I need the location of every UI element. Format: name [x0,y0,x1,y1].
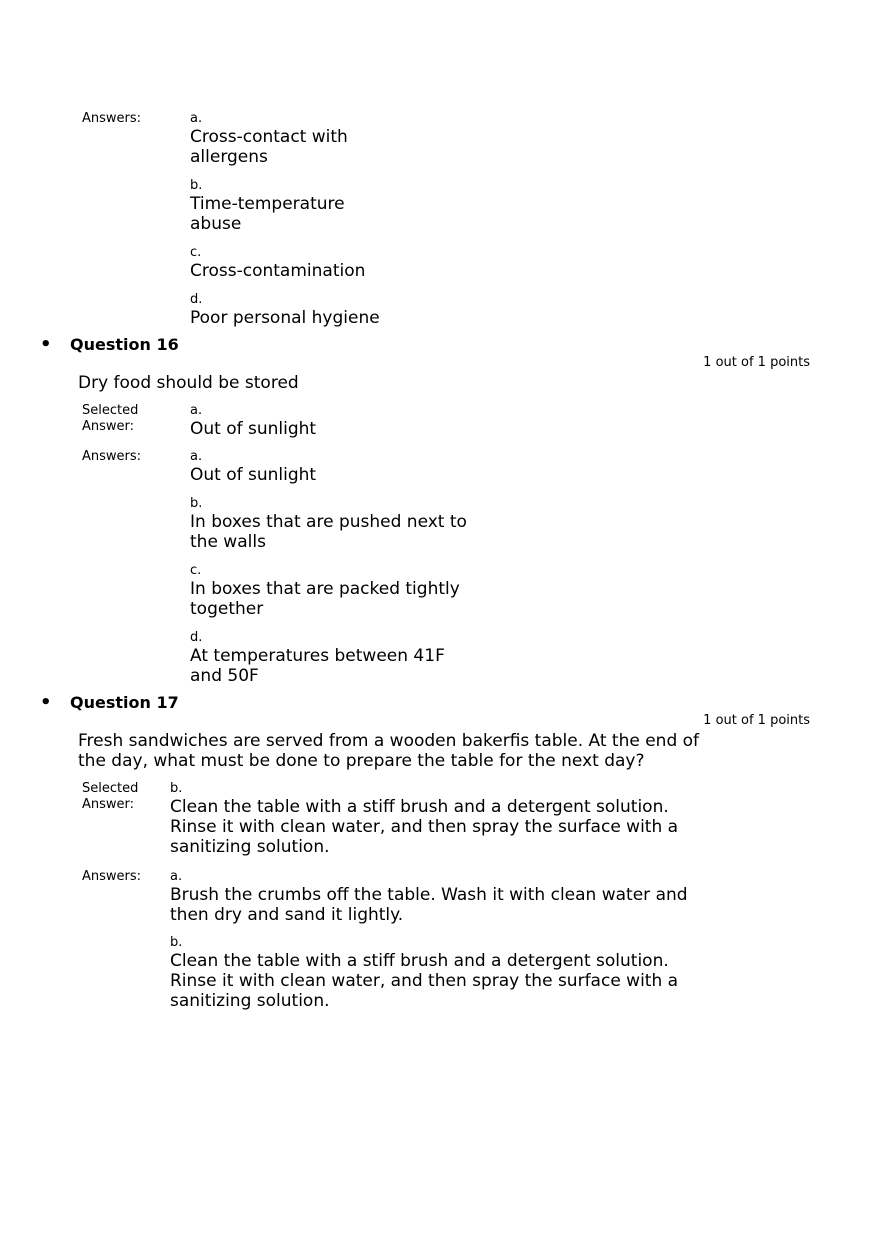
answers-label: Answers: [82,869,142,884]
option-text: In boxes that are packed tightly [190,579,460,599]
option-text: and 50F [190,666,259,686]
selected-label: Answer: [82,419,135,434]
option-text: then dry and sand it lightly. [170,905,404,925]
option-text: At temperatures between 41F [190,646,445,666]
selected-label: Selected [82,403,139,418]
option-letter: b. [190,178,203,193]
selected-letter: b. [170,781,183,796]
option-text: Brush the crumbs off the table. Wash it with clean water and [170,885,688,905]
option-text: In boxes that are pushed next to [190,512,467,532]
question-title: Question 16 [70,335,179,354]
points-score: 1 out of 1 points [703,355,810,370]
bullet: • [40,692,52,713]
option-text: Time-temperature abuse [190,194,345,234]
option-letter: a. [170,869,183,884]
question-text: Dry food should be stored [78,373,299,393]
selected-answer: Rinse it with clean water, and then spray the surface with a [170,817,679,837]
option-text: Clean the table with a stiff brush and a detergent solution. [170,951,669,971]
option-text: the walls [190,532,266,552]
option-letter: b. [190,496,203,511]
option-text: Out of sunlight [190,465,317,485]
option-letter: a. [190,449,203,464]
selected-letter: a. [190,403,203,418]
option-letter: a. [190,111,203,126]
bullet: • [40,334,52,355]
selected-answer: sanitizing solution. [170,837,330,857]
selected-answer: Out of sunlight [190,419,317,439]
option-text: Rinse it with clean water, and then spray the surface with a [170,971,679,991]
answers-label: Answers: [82,111,142,126]
option-text: Cross-contamination [190,261,366,281]
answers-label: Answers: [82,449,142,464]
question-text: the day, what must be done to prepare the table for the next day? [78,751,645,771]
option-letter: c. [190,563,202,578]
selected-label: Selected [82,781,139,796]
option-text: together [190,599,264,619]
option-letter: b. [170,935,183,950]
question-title: Question 17 [70,693,179,712]
points-score: 1 out of 1 points [703,713,810,728]
option-text: Cross-contact with allergens [190,127,348,167]
option-text: sanitizing solution. [170,991,330,1011]
selected-answer: Clean the table with a stiff brush and a detergent solution. [170,797,669,817]
question-text: Fresh sandwiches are served from a wooden bakerﬁs table. At the end of [78,731,700,751]
selected-label: Answer: [82,797,135,812]
option-letter: d. [190,292,203,307]
option-letter: d. [190,630,203,645]
option-letter: c. [190,245,202,260]
option-text: Poor personal hygiene [190,308,380,328]
